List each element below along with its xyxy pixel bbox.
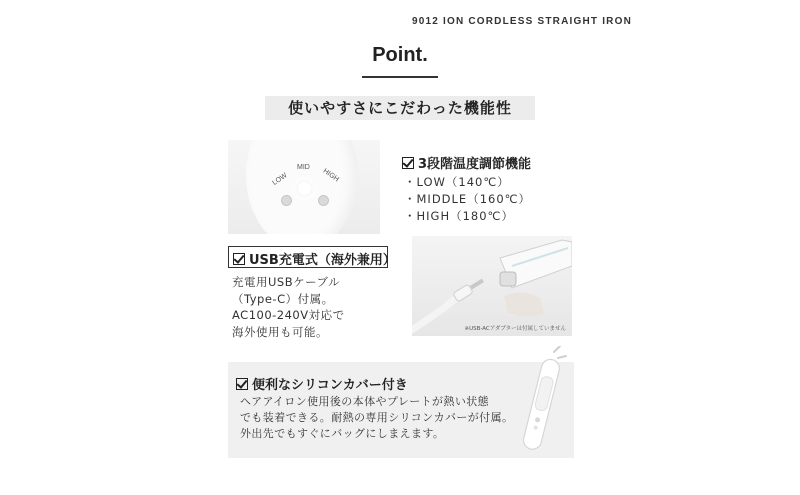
temperature-button <box>318 195 329 206</box>
point-underline <box>362 76 438 78</box>
cover-line: 外出先でもすぐにバッグにしまえます。 <box>240 427 445 440</box>
temperature-dial-photo <box>228 140 380 234</box>
temperature-indicator-light <box>298 182 311 195</box>
cover-heading-text: 便利なシリコンカバー付き <box>252 378 408 393</box>
usb-line: AC100-240V対応で <box>232 308 345 322</box>
temperature-button <box>281 195 292 206</box>
usb-heading-text: USB充電式（海外兼用） <box>249 253 396 268</box>
checkbox-icon <box>402 157 414 169</box>
usb-line: 海外使用も可能。 <box>232 324 328 339</box>
list-item: ・MIDDLE（160℃） <box>404 192 532 206</box>
temperature-heading-text: 3段階温度調節機能 <box>418 157 532 172</box>
usb-photo-note: ※USB-ACアダプターは付属していません <box>464 326 566 332</box>
dial-label-high: HIGH <box>321 167 340 184</box>
usb-line: （Type-C）付属。 <box>232 291 334 306</box>
checkbox-icon <box>236 378 248 390</box>
temperature-heading <box>402 153 531 172</box>
list-item: ・HIGH（180℃） <box>404 209 514 223</box>
checkbox-icon <box>233 253 245 265</box>
usb-cable-illustration <box>412 236 572 336</box>
usb-heading <box>233 249 396 268</box>
cover-line: でも装着できる。耐熱の専用シリコンカバーが付属。 <box>240 411 514 424</box>
header-model-label: 9012 ION CORDLESS STRAIGHT IRON <box>411 16 632 27</box>
cover-heading <box>236 374 408 393</box>
cover-line: ヘアアイロン使用後の本体やプレートが熱い状態 <box>240 395 490 408</box>
temperature-list <box>404 174 531 225</box>
silicone-cover-device-illustration <box>514 346 568 456</box>
dial-label-low: LOW <box>271 172 289 187</box>
cover-description <box>240 394 513 442</box>
usb-description <box>232 274 345 340</box>
usb-charging-photo <box>412 236 572 336</box>
list-item: ・LOW（140℃） <box>404 175 510 189</box>
point-title: Point. <box>372 44 428 66</box>
usb-line: 充電用USBケーブル <box>232 275 341 289</box>
section-subtitle: 使いやすさにこだわった機能性 <box>265 96 535 120</box>
dial-label-mid: MID <box>297 164 310 171</box>
